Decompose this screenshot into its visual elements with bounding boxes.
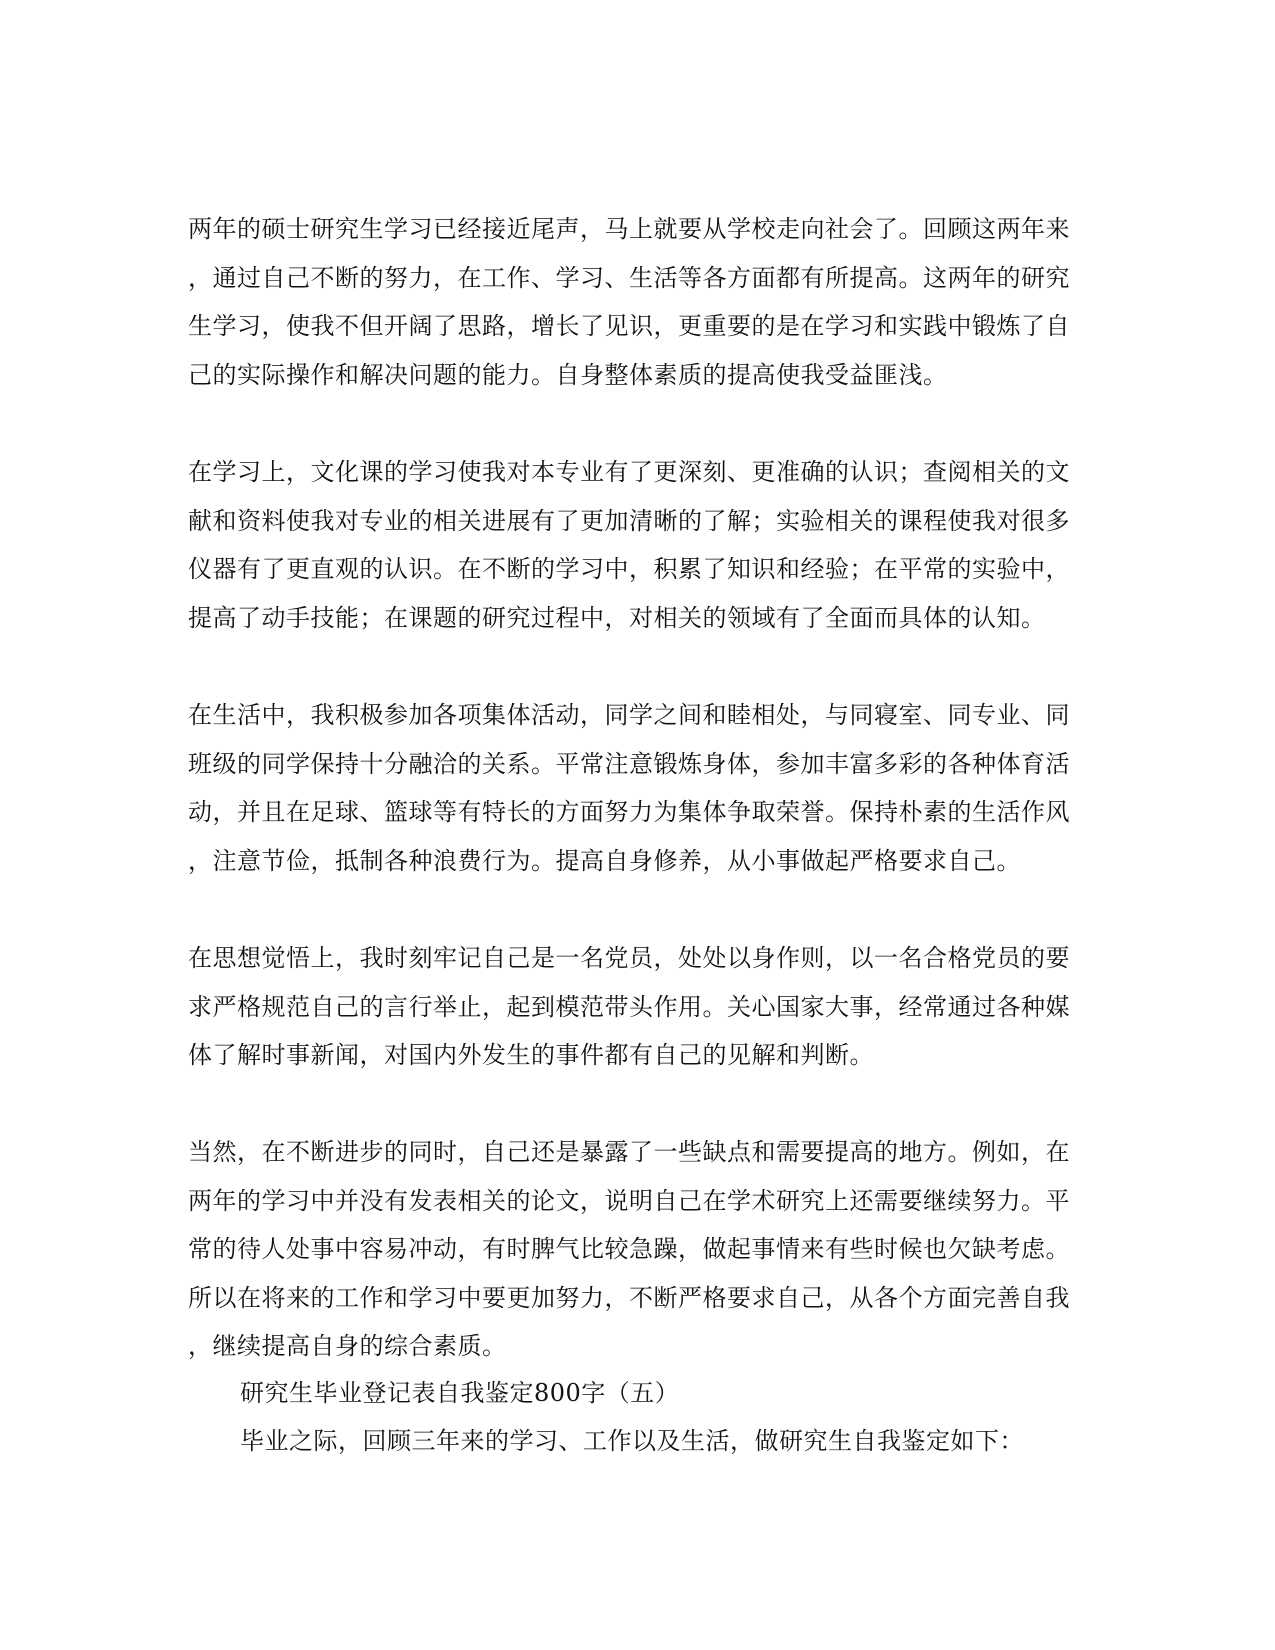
text-line: 当然，在不断进步的同时，自己还是暴露了一些缺点和需要提高的地方。例如，在 xyxy=(188,1138,1070,1166)
text-line: 提高了动手技能；在课题的研究过程中，对相关的领域有了全面而具体的认知。 xyxy=(188,604,1046,632)
section-heading: 研究生毕业登记表自我鉴定800字（五） xyxy=(240,1379,680,1407)
text-line: 所以在将来的工作和学习中要更加努力，不断严格要求自己，从各个方面完善自我 xyxy=(188,1284,1070,1312)
text-line: 体了解时事新闻，对国内外发生的事件都有自己的见解和判断。 xyxy=(188,1041,874,1069)
text-line: ，注意节俭，抵制各种浪费行为。提高自身修养，从小事做起严格要求自己。 xyxy=(188,847,1021,875)
text-line: 在思想觉悟上，我时刻牢记自己是一名党员，处处以身作则，以一名合格党员的要 xyxy=(188,944,1070,972)
text-line: 求严格规范自己的言行举止，起到模范带头作用。关心国家大事，经常通过各种媒 xyxy=(188,993,1070,1021)
text-line: 献和资料使我对专业的相关进展有了更加清晰的了解；实验相关的课程使我对很多 xyxy=(188,507,1070,535)
text-line: 仪器有了更直观的认识。在不断的学习中，积累了知识和经验；在平常的实验中， xyxy=(188,555,1070,583)
text-line: ，通过自己不断的努力，在工作、学习、生活等各方面都有所提高。这两年的研究 xyxy=(188,264,1070,292)
text-line: 两年的硕士研究生学习已经接近尾声，马上就要从学校走向社会了。回顾这两年来 xyxy=(188,215,1070,243)
text-line: 班级的同学保持十分融洽的关系。平常注意锻炼身体，参加丰富多彩的各种体育活 xyxy=(188,750,1070,778)
text-line: 生学习，使我不但开阔了思路，增长了见识，更重要的是在学习和实践中锻炼了自 xyxy=(188,312,1070,340)
text-line: 毕业之际，回顾三年来的学习、工作以及生活，做研究生自我鉴定如下： xyxy=(240,1427,1024,1455)
text-line: 在学习上，文化课的学习使我对本专业有了更深刻、更准确的认识；查阅相关的文 xyxy=(188,458,1070,486)
text-line: 己的实际操作和解决问题的能力。自身整体素质的提高使我受益匪浅。 xyxy=(188,361,948,389)
text-line: ，继续提高自身的综合素质。 xyxy=(188,1332,507,1360)
text-line: 常的待人处事中容易冲动，有时脾气比较急躁，做起事情来有些时候也欠缺考虑。 xyxy=(188,1235,1070,1263)
text-line: 两年的学习中并没有发表相关的论文，说明自己在学术研究上还需要继续努力。平 xyxy=(188,1187,1070,1215)
text-line: 在生活中，我积极参加各项集体活动，同学之间和睦相处，与同寝室、同专业、同 xyxy=(188,701,1070,729)
text-line: 动，并且在足球、篮球等有特长的方面努力为集体争取荣誉。保持朴素的生活作风 xyxy=(188,798,1070,826)
